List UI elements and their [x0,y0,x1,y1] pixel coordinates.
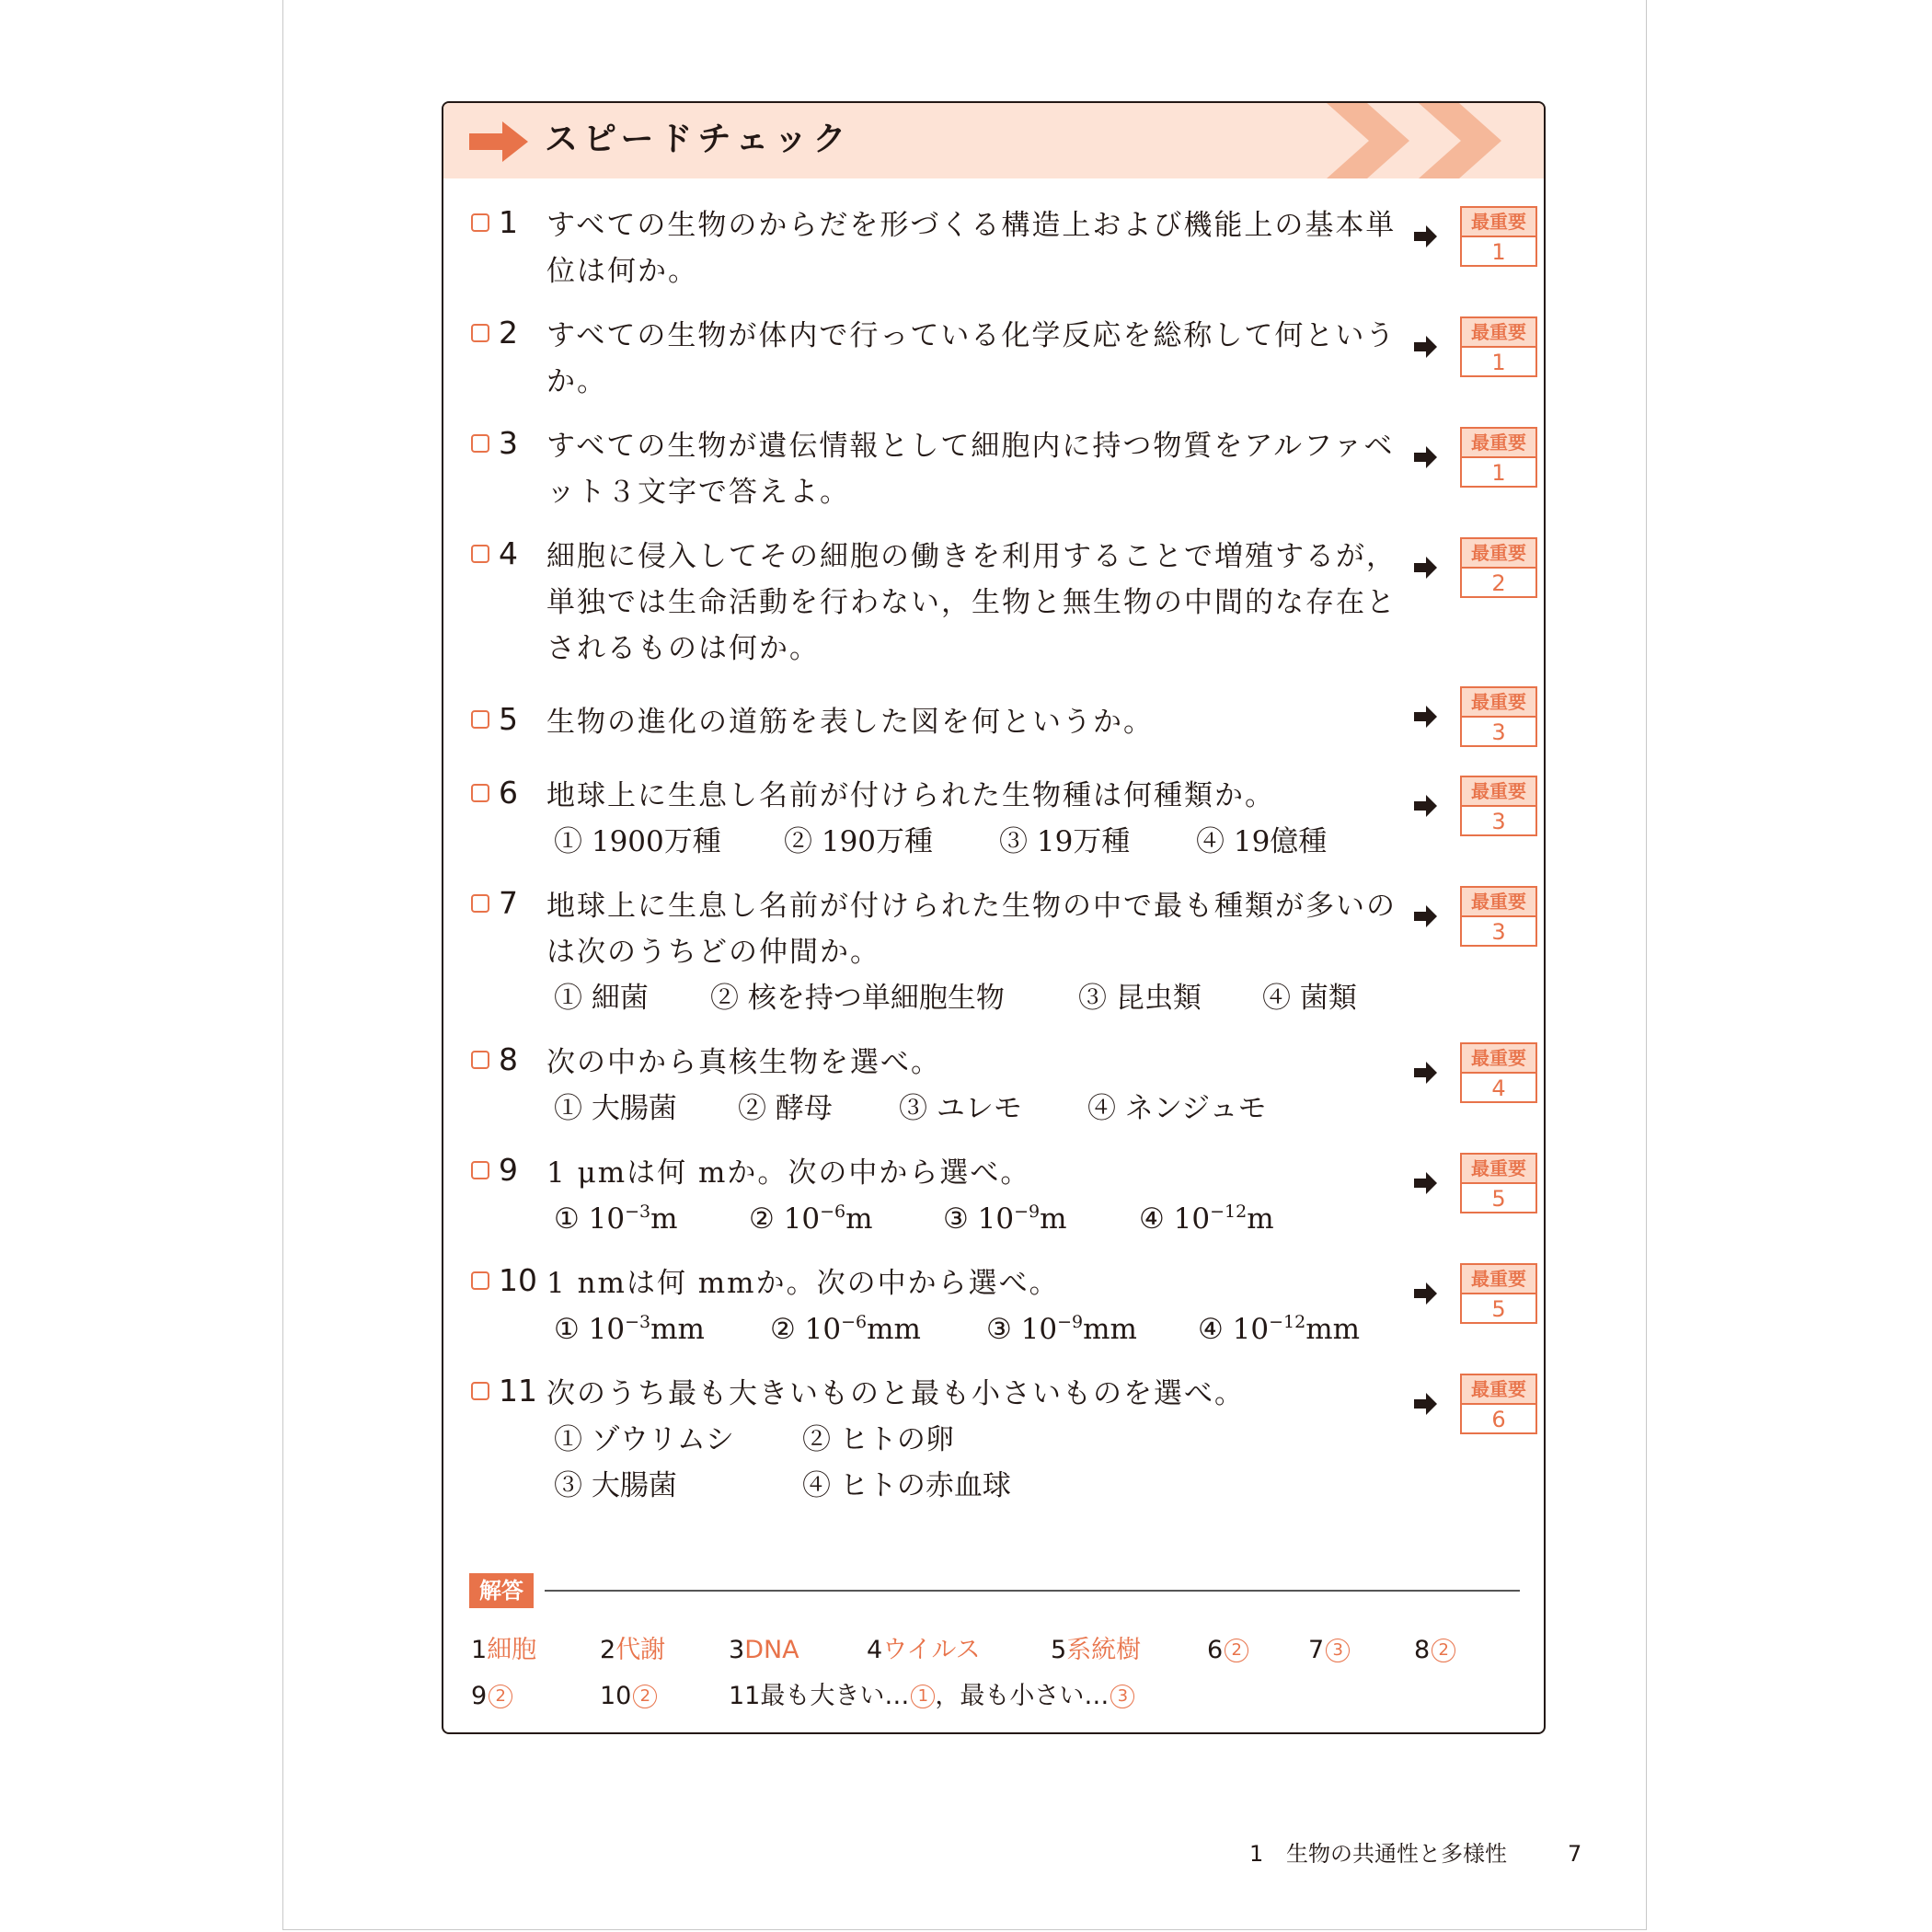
importance-label: 最重要 [1462,1155,1535,1184]
reference-tag [1414,776,1534,840]
importance-tag [1460,316,1537,377]
answer-number: 11 [729,1682,761,1710]
question-line: ット３文字で答えよ。 [546,476,850,509]
pointer-arrow-icon [1414,1392,1438,1416]
answer-option: ① 大腸菌 [554,1092,677,1125]
answer-item [1414,1632,1455,1669]
question-text [546,1150,1388,1196]
question-line: すべての生物のからだを形づくる構造上および機能上の基本単 [546,209,1397,242]
question-line: 地球上に生息し名前が付けられた生物の中で最も種類が多いの [546,890,1397,923]
question-number: 1 [499,204,518,240]
question-number: 5 [499,701,518,737]
question-number: 6 [499,775,518,811]
option-exponent: −12 [1269,1312,1306,1332]
question-line: 次のうち最も大きいものと最も小さいものを選べ。 [546,1377,1245,1410]
answer-option: ② 190万種 [784,825,934,858]
question-line: 位は何か。 [546,255,698,288]
answer-number: 3 [729,1636,745,1664]
answer-number: 2 [600,1636,616,1664]
option-exponent: −9 [1014,1202,1041,1222]
pointer-arrow-icon [1414,335,1438,359]
footer-chapter-title: 生物の共通性と多様性 [1286,1841,1507,1867]
answer-option: ③ ユレモ [899,1092,1022,1125]
question-number: 8 [499,1041,518,1077]
footer-chapter-number: 1 [1249,1841,1264,1867]
reference-tag [1414,537,1534,602]
answer-value: 細胞 [487,1636,537,1664]
answer-item [471,1632,536,1669]
answer-option [749,1196,873,1242]
importance-tag [1460,776,1537,836]
answer-option: ① 1900万種 [554,825,721,858]
option-base: ② 10 [770,1313,842,1346]
answer-option [1139,1196,1274,1242]
importance-tag [1460,1263,1537,1324]
section-reference-number: 6 [1491,1407,1506,1432]
question-text [546,534,1397,672]
answer-label-largest: 最も大きい… [760,1682,910,1710]
question-line: 単独では生命活動を行わない，生物と無生物の中間的な存在と [546,586,1397,619]
question-text [546,1371,1388,1417]
option-unit: mm [867,1313,921,1346]
importance-label: 最重要 [1462,429,1535,458]
question-checkbox[interactable] [471,784,489,802]
question-line: 1 μmは何 mか。次の中から選べ。 [546,1156,1031,1190]
pointer-arrow-icon [1414,1061,1438,1085]
answer-option: ③ 19万種 [999,825,1131,858]
option-base: ② 10 [749,1202,821,1236]
reference-tag [1414,1153,1534,1217]
question-text [546,423,1395,515]
question-checkbox[interactable] [471,1161,489,1179]
answer-item-11 [729,1678,1134,1715]
answer-choice: 2 [1432,1639,1455,1662]
answer-option: ③ 昆虫類 [1078,982,1202,1015]
option-exponent: −3 [625,1202,651,1222]
answer-choice: 2 [633,1685,657,1708]
answer-item [600,1678,657,1715]
pointer-arrow-icon [1414,904,1438,928]
importance-tag [1460,1042,1537,1103]
reference-tag [1414,427,1534,491]
question-line: されるものは何か。 [546,632,820,665]
option-base: ④ 10 [1198,1313,1270,1346]
reference-tag [1414,1042,1534,1107]
question-checkbox[interactable] [471,545,489,563]
answers-rule [545,1590,1520,1592]
question-number: 10 [499,1262,537,1298]
question-line: すべての生物が遺伝情報として細胞内に持つ物質をアルファベ [546,430,1395,463]
option-unit: mm [650,1313,705,1346]
option-base: ④ 10 [1139,1202,1211,1236]
answer-option [986,1306,1137,1352]
section-reference-number: 5 [1491,1186,1506,1212]
option-base: ③ 10 [943,1202,1015,1236]
answer-option: ④ ネンジュモ [1087,1092,1267,1125]
importance-tag [1460,537,1537,598]
option-exponent: −6 [841,1312,868,1332]
speed-check-box [442,101,1546,1734]
question-text [546,699,1388,745]
question-checkbox[interactable] [471,434,489,453]
question-number: 3 [499,425,518,461]
answer-value: DNA [744,1636,799,1664]
question-checkbox[interactable] [471,710,489,729]
option-unit: m [1040,1202,1067,1236]
pointer-arrow-icon [1414,224,1438,248]
question-text [546,773,1388,819]
answer-option [770,1306,921,1352]
answer-choice: 3 [1326,1639,1350,1662]
answer-item [867,1632,981,1669]
answer-value: ウイルス [882,1636,981,1664]
pointer-arrow-icon [1414,445,1438,469]
question-number: 4 [499,535,518,571]
question-text [546,1040,1388,1086]
answer-option [554,1196,678,1242]
question-text [546,1260,1388,1306]
answer-option: ② 酵母 [738,1092,833,1125]
question-text [546,202,1397,294]
importance-tag [1460,686,1537,747]
answer-number: 10 [600,1682,632,1710]
section-reference-number: 1 [1491,239,1506,265]
question-checkbox[interactable] [471,324,489,342]
arrow-right-icon [469,121,530,162]
pointer-arrow-icon [1414,1171,1438,1195]
reference-tag [1414,316,1534,381]
answer-item [471,1678,512,1715]
answer-number: 8 [1414,1636,1431,1664]
question-checkbox[interactable] [471,1051,489,1069]
answer-number: 5 [1051,1636,1067,1664]
importance-label: 最重要 [1462,1265,1535,1294]
section-reference-number: 3 [1491,809,1506,834]
section-reference-number: 5 [1491,1296,1506,1322]
answer-number: 9 [471,1682,488,1710]
answer-option: ④ 19億種 [1196,825,1328,858]
answer-number: 1 [471,1636,488,1664]
answer-number: 7 [1308,1636,1325,1664]
answer-label-smallest: 最も小さい… [960,1682,1110,1710]
question-line: か。 [546,365,607,398]
section-reference-number: 3 [1491,719,1506,745]
answer-option: ② ヒトの卵 [802,1423,954,1456]
option-base: ① 10 [554,1313,626,1346]
option-unit: m [1247,1202,1274,1236]
question-checkbox[interactable] [471,1382,489,1400]
option-unit: mm [1083,1313,1137,1346]
answer-separator: ， [935,1682,960,1710]
answer-choice: 2 [1225,1639,1248,1662]
answer-option: ② 核を持つ単細胞生物 [710,982,1005,1015]
option-exponent: −3 [625,1312,651,1332]
question-checkbox[interactable] [471,894,489,913]
reference-tag [1414,1374,1534,1438]
reference-tag [1414,686,1534,751]
answer-number: 4 [867,1636,883,1664]
pointer-arrow-icon [1414,556,1438,580]
section-reference-number: 3 [1491,919,1506,945]
importance-tag [1460,1374,1537,1434]
question-line: 1 nmは何 mmか。次の中から選べ。 [546,1267,1060,1300]
answer-option [1198,1306,1360,1352]
question-line: すべての生物が体内で行っている化学反応を総称して何という [546,319,1397,352]
importance-tag [1460,1153,1537,1213]
question-text [546,313,1397,405]
importance-tag [1460,206,1537,267]
option-unit: m [845,1202,873,1236]
pointer-arrow-icon [1414,794,1438,818]
section-reference-number: 2 [1491,570,1506,596]
importance-label: 最重要 [1462,1044,1535,1074]
pointer-arrow-icon [1414,1282,1438,1305]
importance-label: 最重要 [1462,208,1535,237]
question-checkbox[interactable] [471,213,489,232]
question-number: 2 [499,315,518,351]
importance-label: 最重要 [1462,318,1535,348]
question-number: 9 [499,1152,518,1188]
answer-value: 代謝 [615,1636,666,1664]
question-line: 次の中から真核生物を選べ。 [546,1046,941,1079]
section-reference-number: 1 [1491,460,1506,486]
answer-choice: 3 [1110,1685,1134,1708]
question-line: 生物の進化の道筋を表した図を何というか。 [546,706,1154,739]
box-header [443,103,1544,178]
option-exponent: −9 [1057,1312,1084,1332]
answer-option: ④ ヒトの赤血球 [802,1469,1011,1502]
answer-item [1051,1632,1141,1669]
importance-label: 最重要 [1462,539,1535,569]
option-unit: mm [1305,1313,1360,1346]
answer-value: 系統樹 [1066,1636,1142,1664]
question-checkbox[interactable] [471,1271,489,1290]
question-line: 細胞に侵入してその細胞の働きを利用することで増殖するが， [546,540,1397,573]
answers-label: 解答 [469,1573,534,1608]
question-number: 7 [499,885,518,921]
question-line: は次のうちどの仲間か。 [546,936,880,969]
question-number: 11 [499,1373,537,1409]
reference-tag [1414,886,1534,950]
answer-option [554,1306,705,1352]
answer-number: 6 [1207,1636,1224,1664]
importance-label: 最重要 [1462,1375,1535,1405]
answer-option: ① ゾウリムシ [554,1423,734,1456]
question-line: 地球上に生息し名前が付けられた生物種は何種類か。 [546,779,1275,812]
section-reference-number: 1 [1491,350,1506,375]
answer-item [1207,1632,1248,1669]
section-reference-number: 4 [1491,1075,1506,1101]
reference-tag [1414,1263,1534,1328]
importance-tag [1460,427,1537,488]
importance-label: 最重要 [1462,688,1535,718]
answer-item [600,1632,665,1669]
option-base: ③ 10 [986,1313,1058,1346]
answer-choice: 2 [489,1685,512,1708]
importance-label: 最重要 [1462,888,1535,917]
option-exponent: −12 [1210,1202,1248,1222]
reference-tag [1414,206,1534,270]
footer-page-number: 7 [1568,1841,1582,1867]
answer-item [729,1632,799,1669]
importance-tag [1460,886,1537,947]
pointer-arrow-icon [1414,705,1438,729]
answer-option: ① 細菌 [554,982,649,1015]
answer-option: ④ 菌類 [1262,982,1357,1015]
answer-option: ③ 大腸菌 [554,1469,677,1502]
answer-choice: 1 [911,1685,935,1708]
option-exponent: −6 [820,1202,846,1222]
option-unit: m [650,1202,678,1236]
answer-option [943,1196,1067,1242]
answer-item [1308,1632,1350,1669]
chevrons-decoration-icon [1327,103,1511,178]
box-title: スピードチェック [545,121,852,158]
option-base: ① 10 [554,1202,626,1236]
importance-label: 最重要 [1462,777,1535,807]
question-text [546,883,1397,975]
